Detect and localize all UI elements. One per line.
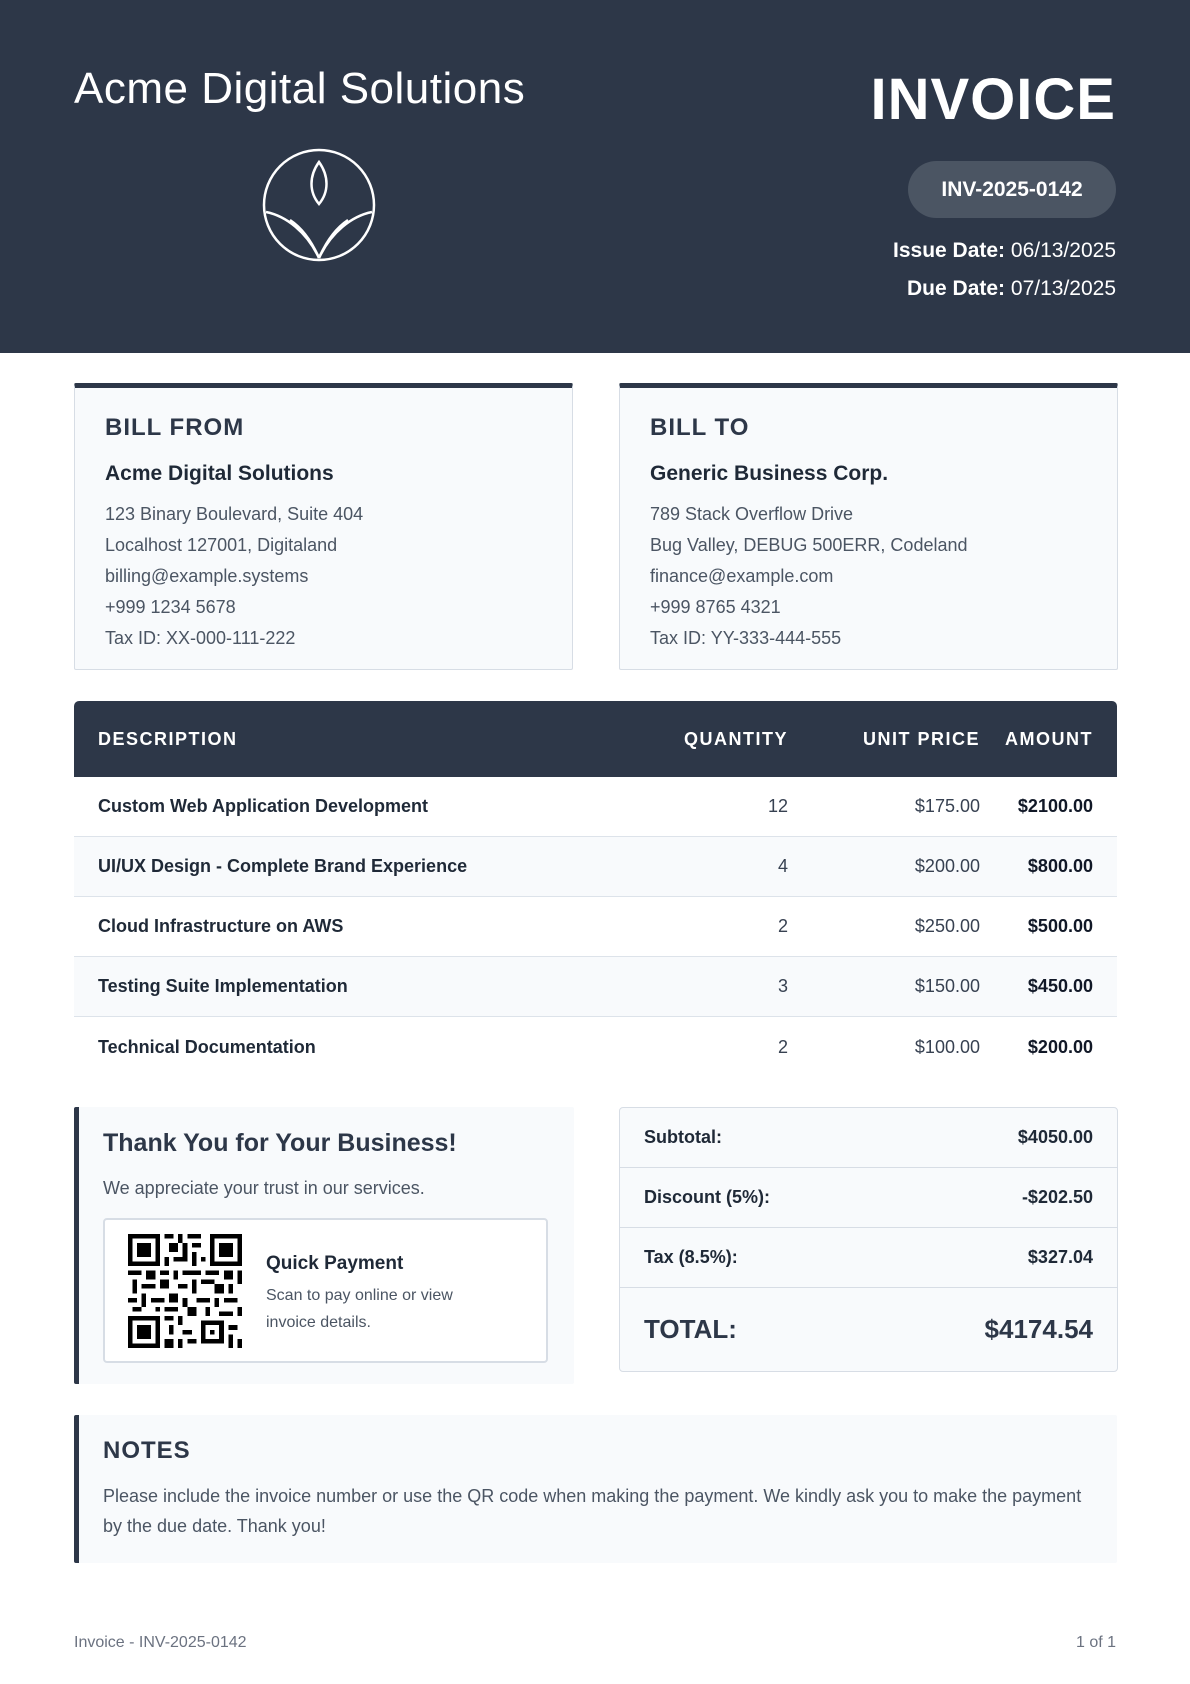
column-header-amount: AMOUNT <box>1005 728 1093 749</box>
bill-to-phone: +999 8765 4321 <box>650 597 781 617</box>
item-description: Technical Documentation <box>98 1036 316 1057</box>
tax-label: Tax (8.5%): <box>644 1247 738 1267</box>
bill-from-heading: BILL FROM <box>105 414 245 441</box>
notes-text: Please include the invoice number or use the QR code when making the payment. We kindly ask you to make the payment by the due date. Thank you! <box>103 1486 1082 1536</box>
discount-label: Discount (5%): <box>644 1187 770 1207</box>
thank-you-title: Thank You for Your Business! <box>103 1129 457 1157</box>
issue-date-label: Issue Date: <box>893 239 1006 262</box>
item-description: UI/UX Design - Complete Brand Experience <box>98 856 468 876</box>
bill-to-heading: BILL TO <box>650 414 750 441</box>
due-date-value: 07/13/2025 <box>1010 277 1116 300</box>
quick-payment-text: Scan to pay online or view invoice details. <box>266 1287 453 1331</box>
subtotal-label: Subtotal: <box>644 1127 722 1147</box>
bill-from-card <box>74 383 573 670</box>
table-row <box>74 777 1117 837</box>
item-quantity: 3 <box>777 976 788 996</box>
qr-code-icon[interactable] <box>128 1234 242 1348</box>
bill-from-address2: Localhost 127001, Digitaland <box>105 535 338 555</box>
column-header-description: DESCRIPTION <box>98 728 238 749</box>
bill-to-tax-id: Tax ID: YY-333-444-555 <box>650 628 842 648</box>
bill-to-email: finance@example.com <box>650 566 834 586</box>
item-description: Custom Web Application Development <box>98 796 429 816</box>
item-amount: $450.00 <box>1027 976 1093 996</box>
tax-row <box>620 1228 1117 1288</box>
due-date <box>907 277 1116 301</box>
item-unit-price: $175.00 <box>914 796 980 816</box>
bill-to-address1: 789 Stack Overflow Drive <box>650 504 854 524</box>
item-quantity: 12 <box>767 796 788 816</box>
table-row <box>74 837 1117 897</box>
issue-date-value: 06/13/2025 <box>1010 239 1116 262</box>
invoice-header <box>0 0 1190 353</box>
item-unit-price: $200.00 <box>914 856 980 876</box>
bill-to-card <box>619 383 1118 670</box>
table-header <box>74 701 1117 777</box>
notes-panel <box>74 1415 1117 1563</box>
table-row <box>74 957 1117 1017</box>
column-header-unit-price: UNIT PRICE <box>862 728 980 749</box>
table-row <box>74 897 1117 957</box>
item-unit-price: $250.00 <box>914 916 980 936</box>
notes-title: NOTES <box>103 1437 191 1464</box>
invoice-number-badge: INV-2025-0142 <box>908 161 1116 218</box>
item-unit-price: $150.00 <box>914 976 980 996</box>
bill-from-address1: 123 Binary Boulevard, Suite 404 <box>105 504 364 524</box>
footer-page-number: 1 of 1 <box>1075 1634 1116 1651</box>
column-header-quantity: QUANTITY <box>684 728 788 749</box>
item-quantity: 4 <box>777 856 788 876</box>
subtotal-row <box>620 1108 1117 1168</box>
table-row <box>74 1017 1117 1077</box>
totals-panel <box>619 1107 1118 1372</box>
invoice-title: INVOICE <box>870 67 1116 132</box>
line-items-table <box>74 701 1117 1077</box>
discount-row <box>620 1168 1117 1228</box>
item-amount: $2100.00 <box>1017 796 1093 816</box>
leaf-circle-icon <box>262 146 376 264</box>
issue-date <box>893 239 1116 263</box>
bill-from-name: Acme Digital Solutions <box>105 462 334 485</box>
total-row <box>620 1288 1117 1371</box>
bill-to-address2: Bug Valley, DEBUG 500ERR, Codeland <box>650 535 968 555</box>
thank-you-subtitle: We appreciate your trust in our services. <box>103 1178 425 1198</box>
tax-value: $327.04 <box>1027 1247 1093 1267</box>
bill-to-name: Generic Business Corp. <box>650 462 889 485</box>
item-unit-price: $100.00 <box>914 1036 980 1057</box>
subtotal-value: $4050.00 <box>1017 1127 1093 1147</box>
bill-from-tax-id: Tax ID: XX-000-111-222 <box>105 628 296 648</box>
company-name: Acme Digital Solutions <box>74 64 526 113</box>
total-label: TOTAL: <box>644 1314 737 1344</box>
due-date-label: Due Date: <box>907 277 1006 300</box>
item-description: Testing Suite Implementation <box>98 976 348 996</box>
quick-payment-box <box>103 1218 548 1363</box>
discount-value: -$202.50 <box>1021 1187 1093 1207</box>
bill-from-phone: +999 1234 5678 <box>105 597 236 617</box>
footer-invoice-ref: Invoice - INV-2025-0142 <box>74 1634 247 1651</box>
thank-you-panel <box>74 1107 574 1384</box>
bill-from-email: billing@example.systems <box>105 566 309 586</box>
item-amount: $200.00 <box>1027 1036 1093 1057</box>
item-quantity: 2 <box>777 1036 788 1057</box>
total-value: $4174.54 <box>984 1314 1093 1344</box>
item-amount: $500.00 <box>1027 916 1093 936</box>
item-quantity: 2 <box>777 916 788 936</box>
quick-payment-title: Quick Payment <box>266 1253 404 1274</box>
item-description: Cloud Infrastructure on AWS <box>98 916 344 936</box>
item-amount: $800.00 <box>1027 856 1093 876</box>
